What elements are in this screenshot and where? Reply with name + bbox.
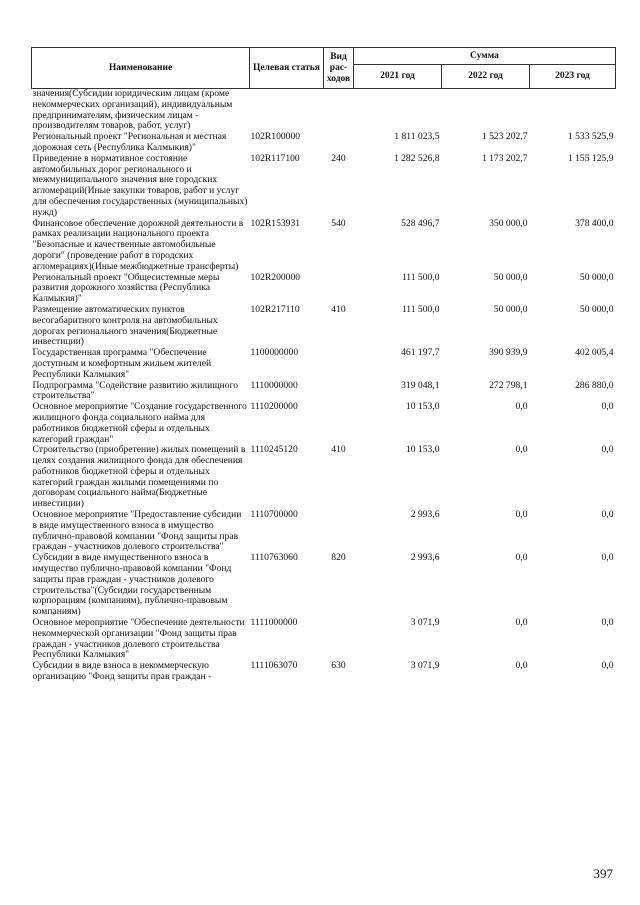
row-value-2022: 50 000,0 [493,303,528,315]
row-vid [324,89,354,133]
row-value-2021: 10 153,0 [405,444,440,456]
row-value-2023: 0,0 [601,509,614,521]
row-value-2022: 0,0 [515,660,528,672]
row-value-2021: 461 197,7 [401,347,440,359]
row-value-2022: 0,0 [515,617,528,629]
row-value-2023: 1 155 125,9 [567,152,614,164]
row-value-2021: 1 811 023,5 [394,131,440,143]
row-name: Строительство (приобретение) жилых помещений в целях создания жилищного фонда для обеспечения работников бюджетной сферы и отдельных категорий граждан жилыми помещениями по договорам социального найма(Бюджетные инвестиции) [32,444,246,510]
header-sum: Сумма [354,48,616,65]
header-vid: Вид рас-ходов [324,48,354,89]
table-row [32,381,616,403]
row-value-2022: 0,0 [515,552,528,564]
row-vid: 240 [331,152,346,164]
row-value-2022: 0,0 [515,509,528,521]
row-value-2023: 286 880,0 [575,379,614,391]
row-value-2022: 50 000,0 [493,271,528,283]
row-name: Размещение автоматических пунктов весогабаритного контроля на автомобильных дорогах регионального значения(Бюджетные инвестиции) [32,303,218,348]
row-code: 1110700000 [250,509,298,521]
table-row [32,618,616,661]
row-value-2021: 111 500,0 [401,303,440,315]
row-vid: 540 [331,217,346,229]
row-name: Основное мероприятие "Обеспечение деятельности некоммерческой организации "Фонд защиты прав граждан - участников долевого строительства Республики Калмыкия" [32,617,245,661]
row-code: 102R100000 [250,131,301,143]
table-row [32,348,616,380]
row-vid [324,273,354,305]
row-name: Субсидии в виде имущественного взноса в имущество публично-правовой компании "Фонд защиты прав граждан - участников долевого строительства"(Субсидии государственным корпорациям (компаниям), публично-правовым компаниям) [32,552,232,618]
row-value-2022: 272 798,1 [489,379,528,391]
row-value-2022: 350 000,0 [489,217,528,229]
row-name: Региональный проект "Общесистемные меры развития дорожного хозяйства (Республика Калмыкия)" [32,271,220,305]
row-name: Государственная программа "Обеспечение доступным и комфортным жильем жителей Республики Калмыкия" [32,347,212,380]
header-name: Наименование [32,48,250,89]
row-value-2022: 0,0 [515,444,528,456]
row-value-2023: 0,0 [601,660,614,672]
row-value-2021: 1 282 526,8 [393,152,440,164]
row-code: 1110245120 [250,444,298,456]
header-code: Целевая статья [250,48,324,89]
table-row [32,273,616,305]
row-value-2023: 50 000,0 [579,303,614,315]
row-code: 102R153931 [250,217,301,229]
row-value-2023: 402 005,4 [575,347,614,359]
row-vid: 410 [331,444,346,456]
table-row [32,305,616,348]
row-vid: 410 [331,303,346,315]
row-value-2023 [530,89,616,133]
header-year-2022: 2022 год [442,65,530,89]
row-value-2023: 50 000,0 [579,271,614,283]
row-value-2022: 1 523 202,7 [481,131,528,143]
row-code: 102R217110 [250,303,300,315]
row-value-2021: 3 071,9 [410,660,440,672]
row-value-2023: 0,0 [601,552,614,564]
row-vid: 630 [331,660,346,672]
row-name: Основное мероприятие "Предоставление субсидии в виде имущественного взноса в имущество публично-правовой компании "Фонд защиты прав граждан - участников долевого строительства" [32,509,242,553]
header-year-2021: 2021 год [354,65,442,89]
row-value-2021: 319 048,1 [401,379,440,391]
row-value-2023: 378 400,0 [575,217,614,229]
table-row [32,445,616,510]
row-code [250,89,324,133]
row-name: Финансовое обеспечение дорожной деятельности в рамках реализации национального проекта "Безопасные и качественные автомобильные дороги" (проведение работ в городских агломерациях)(Иные межбюджетные трансферты) [32,217,244,272]
row-code: 1111000000 [250,617,298,629]
row-name: Приведение в нормативное состояние автомобильных дорог регионального и межмуниципального значения вне городских агломераций(Иные закупки товаров, работ и услуг для обеспечения государственных (муниципальных) нужд) [32,152,248,218]
row-value-2021: 10 153,0 [405,401,440,413]
row-name: Региональный проект "Региональная и местная дорожная сеть (Республика Калмыкия)" [32,131,227,153]
table-row [32,402,616,445]
row-value-2021: 3 071,9 [410,617,440,629]
row-value-2021: 528 496,7 [401,217,440,229]
header-year-2023: 2023 год [530,65,616,89]
row-code: 102R200000 [250,271,301,283]
table-header [32,48,616,89]
row-value-2022: 0,0 [515,401,528,413]
row-vid [324,618,354,661]
row-value-2023: 0,0 [601,401,614,413]
row-name: значения(Субсидии юридическим лицам (кроме некоммерческих организаций), индивидуальным предпринимателям, физическим лицам - производителям товаров, работ, услуг) [32,88,233,132]
row-code: 102R117100 [250,152,300,164]
page-number: 397 [593,866,613,881]
row-vid [324,402,354,445]
row-code: 1110763060 [250,552,298,564]
budget-table [31,47,616,683]
row-vid [324,348,354,380]
table-body [32,89,616,683]
row-value-2022 [442,89,530,133]
row-name: Подпрограмма "Содействие развитию жилищного строительства" [32,379,239,402]
row-value-2021: 2 993,6 [410,552,440,564]
table-row [32,661,616,683]
row-vid [324,381,354,403]
row-vid [324,510,354,553]
row-name: Основное мероприятие "Создание государственного жилищного фонда социального найма для работников бюджетной сферы и отдельных категорий граждан" [32,401,247,445]
table-row [32,154,616,219]
row-value-2022: 390 939,9 [489,347,528,359]
table-row [32,553,616,618]
row-value-2023: 1 533 525,9 [567,131,614,143]
row-code: 1110200000 [250,401,298,413]
row-vid [324,132,354,154]
row-value-2023: 0,0 [601,617,614,629]
row-value-2021: 2 993,6 [410,509,440,521]
row-value-2023: 0,0 [601,444,614,456]
row-code: 1111063070 [250,660,298,672]
row-value-2022: 1 173 202,7 [481,152,528,164]
table-row [32,219,616,273]
table-row [32,510,616,553]
budget-table-sheet [31,47,615,683]
row-vid: 820 [331,552,346,564]
row-value-2021: 111 500,0 [401,271,440,283]
row-code: 1100000000 [250,347,299,359]
row-value-2021 [354,89,442,133]
table-row [32,89,616,133]
table-row [32,132,616,154]
row-name: Субсидии в виде взноса в некоммерческую организацию "Фонд защиты прав граждан - [32,660,212,683]
row-code: 1110000000 [250,379,298,391]
